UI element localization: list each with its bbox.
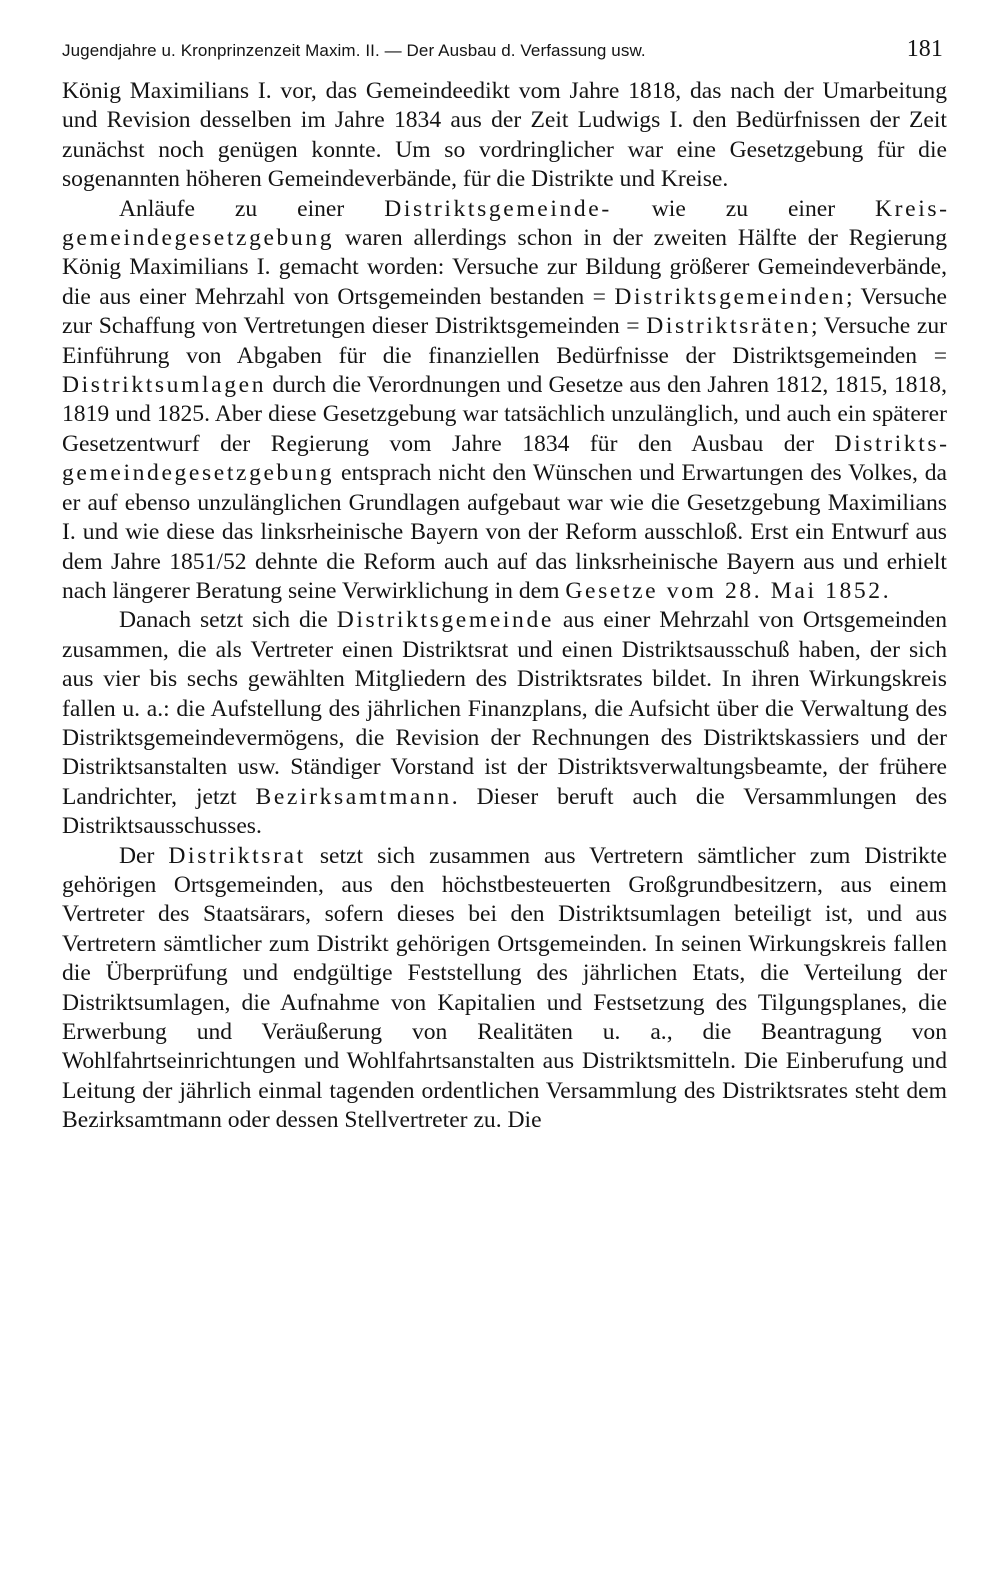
emphasized-term: Kreisgemeindegesetzgebung bbox=[62, 195, 947, 252]
text-run: durch die Verordnungen und Gesetze aus den Jahren 1812, 1815, 1818, 1819 und 1825. Aber diese Gesetzgebung war tatsächlich unzulänglich, und auch ein späterer Gesetzentwurf der Regierung vom Jahre 1834 für den Ausbau der bbox=[62, 372, 947, 457]
emphasized-term: Gesetze vom 28. Mai 1852 bbox=[565, 577, 883, 604]
emphasized-term: Distriktsgemeinden bbox=[614, 283, 846, 310]
text-run: wie zu einer bbox=[611, 195, 876, 222]
text-run: Danach setzt sich die bbox=[119, 607, 337, 634]
emphasized-term: Distriktsräten bbox=[646, 313, 812, 340]
emphasized-term: Distriktsgemeindegesetzgebung bbox=[62, 430, 947, 487]
text-run: aus einer Mehrzahl von Ortsgemeinden zusammen, die als Vertreter einen Distriktsrat und einen Distriktsausschuß haben, der sich aus vier bis sechs gewählten Mitgliedern des Distriktsrates bildet. In ihren Wirkungskreis fallen u. a.: die Aufstellung des jährlichen Finanzplans, die Aufsicht über die Verwaltung des Distriktsgemeindevermögens, die Revision der Rechnungen des Distriktskassiers und der Distriktsanstalten usw. Ständiger Vorstand ist der Distriktsverwaltungsbeamte, der frühere Landrichter, jetzt bbox=[62, 607, 947, 810]
emphasized-term: Distriktsrat bbox=[168, 842, 306, 869]
emphasized-term: Distriktsumlagen bbox=[62, 372, 267, 399]
text-run: waren allerdings schon in der zweiten Hälfte der Regierung König Maximilians I. gemacht worden: Versuche zur Bildung größerer Gemeindeverbände, die aus einer Mehrzahl von Ortsgemeinden bestanden = bbox=[62, 225, 947, 310]
text-run: König Maximilians I. vor, das Gemeindeedikt vom Jahre 1818, das nach der Umarbeitung und Revision desselben im Jahre 1834 aus der Zeit Ludwigs I. den Bedürfnissen der Zeit zunächst noch genügen konnte. Um so vordringlicher war eine Gesetzgebung für die sogenannten höheren Gemeindeverbände, für die Distrikte und Kreise. bbox=[62, 78, 947, 193]
text-run: . Dieser beruft auch die Versammlungen des Distriktsausschusses. bbox=[62, 783, 948, 840]
text-run: ; Versuche zur Einführung von Abgaben für die finanziellen Bedürfnisse der Distriktsgemeinden = bbox=[62, 313, 947, 369]
running-head bbox=[62, 36, 947, 63]
paragraph bbox=[62, 606, 947, 841]
text-run: setzt sich zusammen aus Vertretern sämtlicher zum Distrikte gehörigen Ortsgemeinden, aus den höchstbesteuerten Großgrundbesitzern, aus einem Vertreter des Staatsärars, sofern dieses bei den Distriktsumlagen beteiligt ist, und aus Vertretern sämtlicher zum Distrikt gehörigen Ortsgemeinden. In seinen Wirkungskreis fallen die Überprüfung und endgültige Feststellung des jährlichen Etats, die Verteilung der Distriktsumlagen, die Aufnahme von Kapitalien und Festsetzung des Tilgungsplanes, die Erwerbung und Veräußerung von Realitäten u. a., die Beantragung von Wohlfahrtseinrichtungen und Wohlfahrtsanstalten aus Distriktsmitteln. Die Einberufung und Leitung der jährlich einmal tagenden ordentlichen Versammlung des Distriktsrates steht dem Bezirksamtmann oder dessen Stellvertreter zu. Die bbox=[62, 842, 947, 1134]
emphasized-term: Distriktsgemeinde- bbox=[384, 195, 612, 222]
text-run: ; Versuche zur Schaffung von Vertretungen dieser Distriktsgemeinden = bbox=[62, 283, 948, 340]
paragraph bbox=[62, 842, 947, 1136]
text-run: . bbox=[882, 577, 889, 604]
paragraph bbox=[62, 77, 947, 195]
body-text bbox=[62, 77, 947, 1136]
text-run: Anläufe zu einer bbox=[119, 195, 385, 222]
paragraph bbox=[62, 195, 947, 607]
text-run: entsprach nicht den Wünschen und Erwartungen des Volkes, da er auf ebenso unzulänglichen Grundlagen aufgebaut war wie die Gesetzgebung Maximilians I. und wie diese das linksrheinische Bayern von der Reform ausschloß. Erst ein Entwurf aus dem Jahre 1851/52 dehnte die Reform auch auf das linksrheinische Bayern aus und erhielt nach längerer Beratung seine Verwirklichung in dem bbox=[62, 460, 947, 604]
emphasized-term: Bezirksamtmann bbox=[255, 783, 452, 810]
page-number: 181 bbox=[906, 36, 943, 62]
book-page bbox=[62, 36, 947, 1136]
emphasized-term: Distriktsgemeinde bbox=[336, 607, 554, 634]
text-run: Der bbox=[119, 842, 169, 869]
running-title: Jugendjahre u. Kronprinzenzeit Maxim. II. — Der Ausbau d. Verfassung usw. bbox=[62, 41, 646, 60]
